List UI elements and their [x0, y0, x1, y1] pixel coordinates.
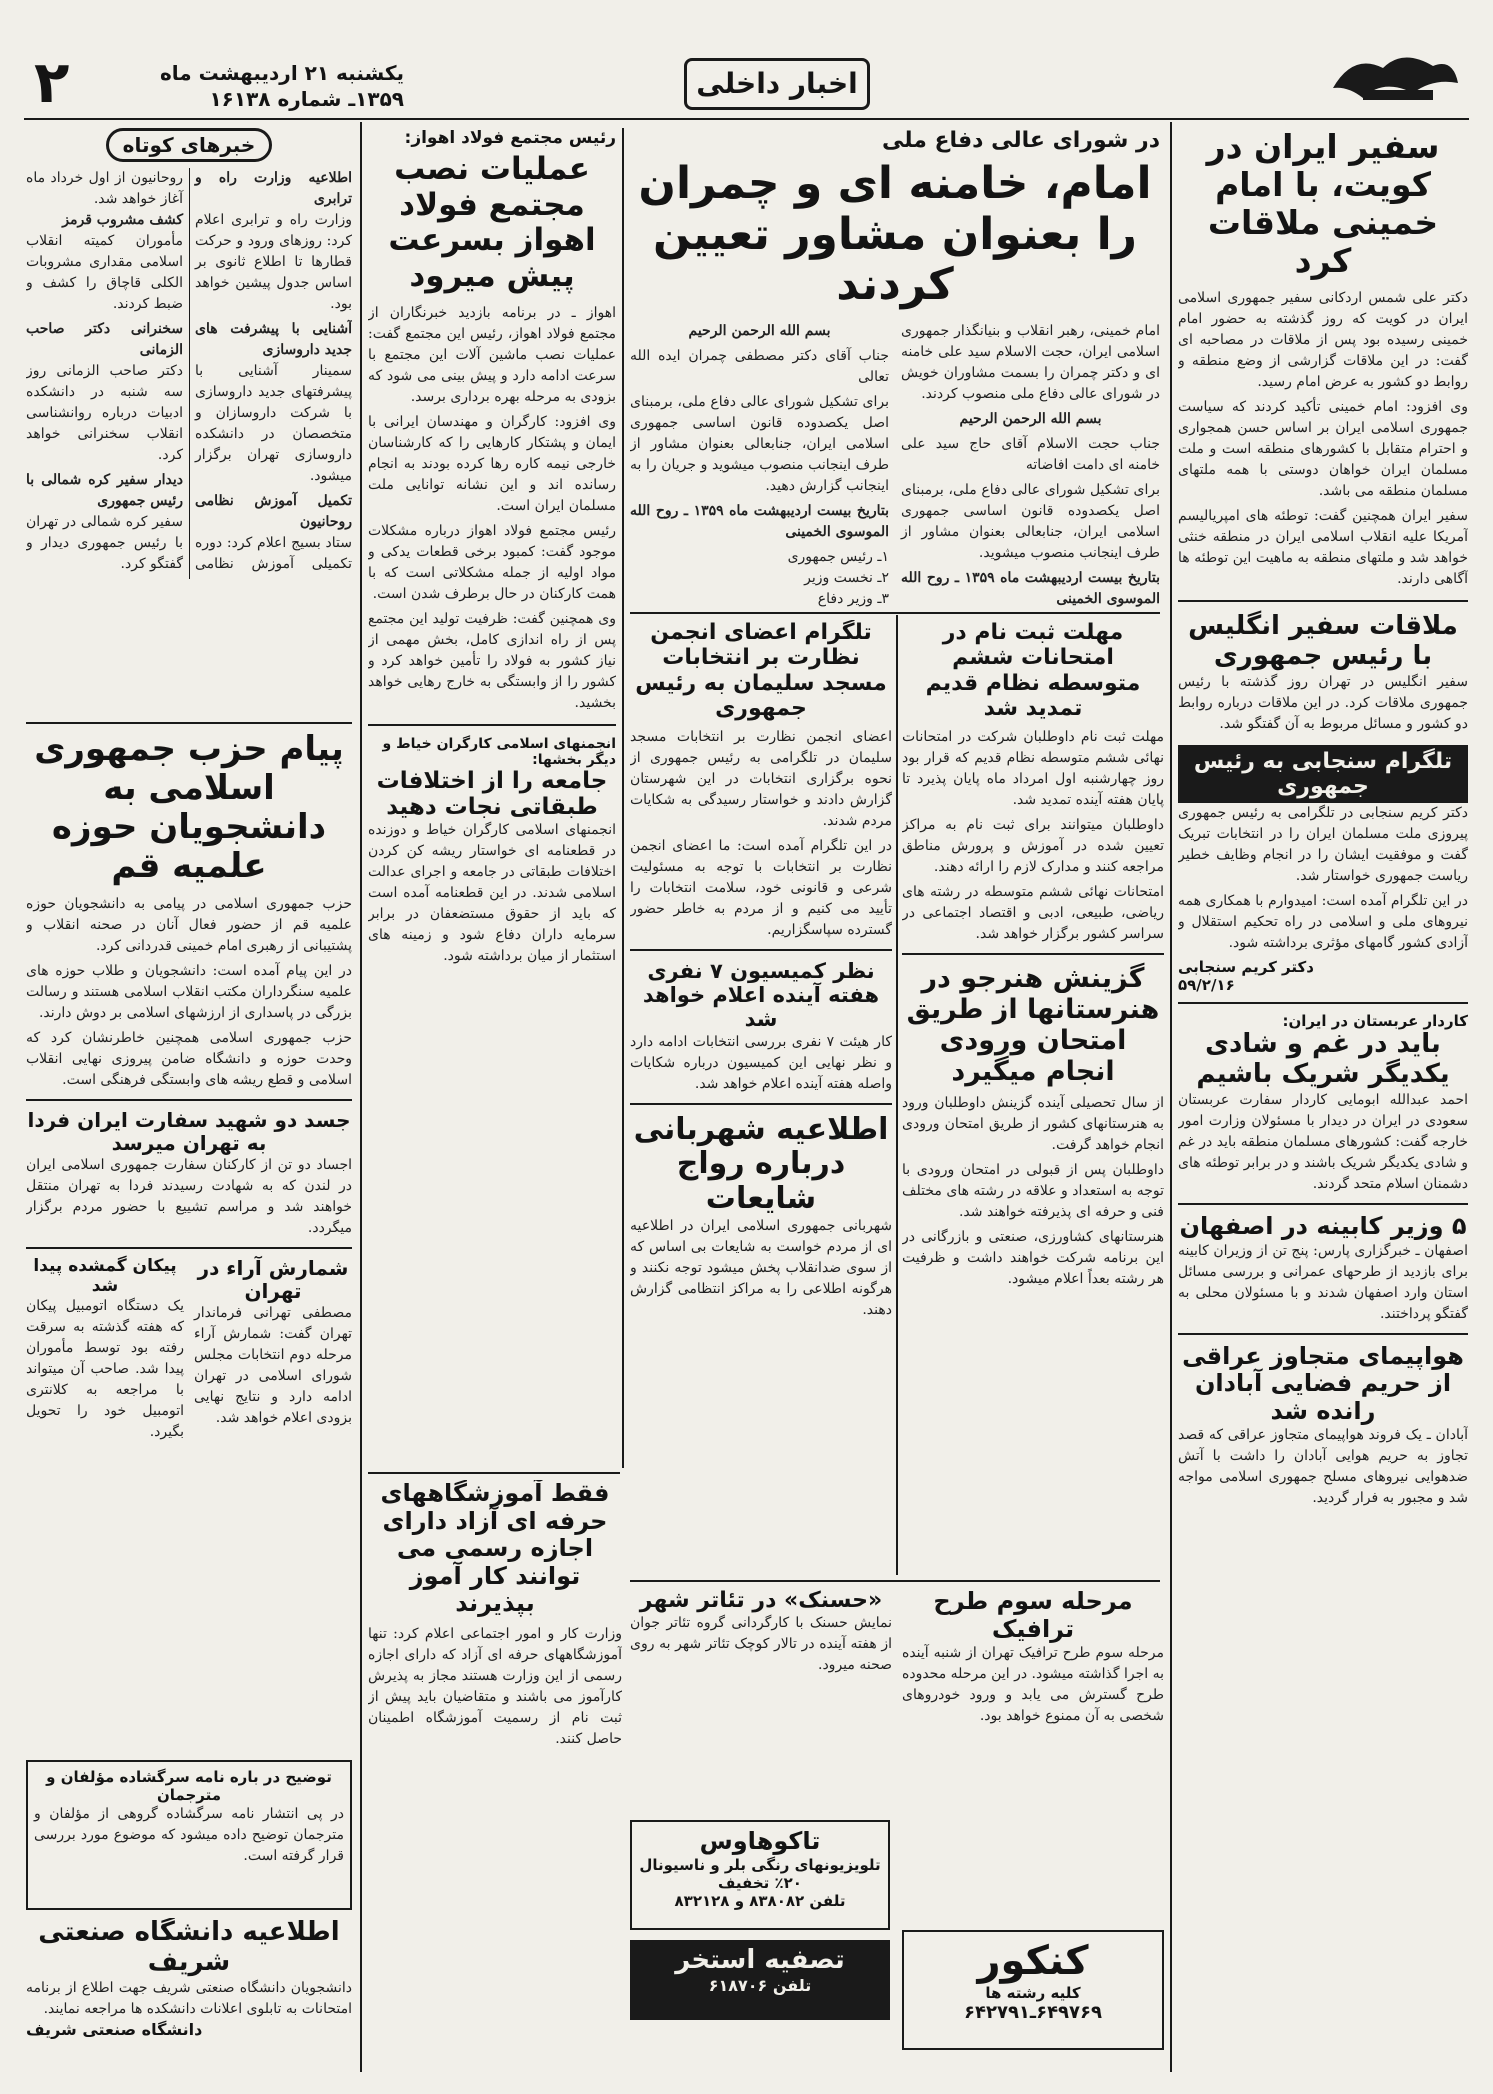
british-envoy-headline: ملاقات سفیر انگلیس با رئیس جمهوری [1188, 610, 1458, 671]
british-envoy-body: سفیر انگلیس در تهران روز گذشته با رئیس جمهوری ملاقات کرد. در این ملاقات درباره روابط دو کشور و مسائل مربوط به آن گفتگو شد. [1178, 673, 1468, 732]
commission-headline: نظر کمیسیون ۷ نفری هفته آینده اعلام خواهد شد [642, 959, 880, 1032]
defense-body-right: امام خمینی، رهبر انقلاب و بنیانگذار جمهوری اسلامی ایران، حجت الاسلام سید علی خامنه ای و دکتر چمران را بسمت مشاوران خویش در شورای عالی دفاع ملی منصوب کردند. بسم الله الرحمن الرحیم جناب حجت الاسلام آقای حاج سید علی خامنه ای دامت افاضاته برای تشکیل شورای عالی دفاع ملی، برمبنای اصل یکصدوده قانون اساسی جمهوری اسلامی ایران، جنابعالی بعنوان مشاور از طرف اینجانب منصوب میشوید. بتاریخ بیست اردیبهشت ماه ۱۳۵۹ ـ روح الله الموسوی الخمینی [901, 322, 1160, 607]
ad-concord-text: کلیه رشته ها [985, 1984, 1081, 2002]
isfahan-body: اصفهان ـ خبرگزاری پارس: پنج تن از وزیران کابینه برای بازدید از طرحهای عمرانی و بررسی مسائل استان وارد اصفهان شدند و با مسئولان محلی به گفتگو پرداختند. [1178, 1242, 1468, 1322]
divider [26, 1099, 352, 1101]
ad-tv [630, 1820, 890, 1930]
notice-sharif [26, 1918, 352, 2058]
vote-count-headline: شمارش آراء در تهران [197, 1256, 349, 1304]
divider [1178, 1203, 1468, 1205]
list-item: اطلاعیه وزارت راه و ترابری وزارت راه و ترابری اعلام کرد: روزهای ورود و حرکت قطارها تا اطلاع ثانوی بر اساس جدول پیشین خواهد بود. [195, 170, 352, 312]
section-rule [630, 612, 1160, 614]
dateline: یکشنبه ۲۱ اردیبهشت ماه ۱۳۵۹ـ شماره ۱۶۱۳۸ [159, 61, 404, 111]
masthead [24, 48, 1469, 118]
article-theatre [630, 1588, 892, 1808]
list-item: دیدار سفیر کره شمالی با رئیس جمهوری سفیر کره شمالی در تهران با رئیس جمهوری دیدار و گفتگو کرد. [26, 472, 183, 572]
saudi-body: احمد عبدالله ابومایی کاردار سفارت عربستان سعودی در ایران در دیدار با مسئولان وزارت امور خارجه گفت: کشورهای مسلمان منطقه باید در غم و شادی یکدیگر شریک باشند و در برابر توطئه های دشمنان اسلام متحد گردند. [1178, 1091, 1468, 1192]
defense-body-left: بسم الله الرحمن الرحیم جناب آقای دکتر مصطفی چمران ایده الله تعالی برای تشکیل شورای عالی دفاع ملی، برمبنای اصل یکصدوده قانون اساسی جمهوری اسلامی ایران، جنابعالی بعنوان مشاور از طرف اینجانب منصوب میشوید و جریان را به اینجانب گزارش دهید. بتاریخ بیست اردیبهشت ماه ۱۳۵۹ ـ روح الله الموسوی الخمینی ۱ـ رئیس جمهوری ۲ـ نخست وزیر ۳ـ وزیر دفاع [630, 321, 889, 608]
martyrs-body: اجساد دو تن از کارکنان سفارت جمهوری اسلامی ایران در لندن که به شهادت رسیدند فردا به تهران منتقل خواهند شد و مراسم تشییع با حضور مردم برگزار میگردد. [26, 1157, 352, 1237]
training-body: وزارت کار و امور اجتماعی اعلام کرد: تنها آموزشگاههای حرفه ای آزاد که دارای اجازه رسمی از این وزارت هستند مجاز به پذیرش کارآموز می باشند و متقاضیان باید پیش از ثبت نام از رسمیت آموزشگاه اطمینان حاصل کنند. [368, 1625, 622, 1747]
iraqi-jet-body: آبادان ـ یک فروند هواپیمای متجاوز عراقی که قصد تجاوز به حریم هوایی آبادان را داشت با آتش ضدهوایی نیروهای مسلح جمهوری اسلامی مواجه شد و مجبور به فرار گردید. [1178, 1427, 1468, 1507]
divider [1178, 1002, 1468, 1004]
masthead-rule [24, 118, 1469, 120]
kuwait-headline: سفیر ایران در کویت، با امام خمینی ملاقات کرد [1206, 128, 1440, 280]
ad-tv-title: تاکوهاوس [699, 1827, 821, 1855]
divider [630, 1103, 892, 1105]
list-item: سخنرانی دکتر صاحب الزمانی دکتر صاحب الزمانی روز سه شنبه در دانشکده ادبیات درباره روانشناسی انقلاب سخنرانی خواهد کرد. [26, 321, 183, 463]
article-ahvaz-steel [368, 128, 616, 1468]
training-headline: فقط آموزشگاههای حرفه ای آزاد دارای اجازه رسمی می توانند کار آموز بپذیرند [380, 1480, 610, 1618]
saudi-headline: باید در غم و شادی یکدیگر شریک باشیم [1196, 1029, 1450, 1090]
ad-pool-title: تصفیه استخر [675, 1945, 845, 1975]
column-kuwait [1178, 128, 1468, 2073]
sanjabi-body: دکتر کریم سنجابی در تلگرامی به رئیس جمهوری پیروزی ملت مسلمان ایران را در انتخابات تبریک گفت و موفقیت ایشان را در انجام وظایف خطیر ریاست جمهوری خواستار شد. در این تلگرام آمده است: امیدوارم با همکاری همه نیروهای ملی و اسلامی در راه تحکیم استقلال و آزادی کشور گامهای مؤثری برداشته شود. [1178, 805, 1468, 952]
short-news-list [26, 168, 352, 579]
column-exams [902, 620, 1164, 1575]
article-traffic [902, 1588, 1164, 1918]
ad-concord-title: کنکور [977, 1938, 1089, 1984]
martyrs-headline: جسد دو شهید سفارت ایران فردا به تهران میرسد [27, 1108, 351, 1156]
notice-translators [26, 1760, 352, 1910]
article-vocational-training [368, 1480, 622, 1900]
exam-headline: مهلت ثبت نام در امتحانات ششم متوسطه نظام قدیم تمدید شد [925, 620, 1141, 721]
theatre-headline: «حسنک» در تئاتر شهر [639, 1588, 883, 1613]
sharif-signature: دانشگاه صنعتی شریف [26, 2019, 203, 2039]
defense-headline: امام، خامنه ای و چمران را بعنوان مشاور تعیین کردند [638, 158, 1152, 311]
article-party-message [26, 730, 352, 1750]
ad-tv-phones: تلفن ۸۳۸۰۸۲ و ۸۳۲۱۲۸ [674, 1891, 846, 1910]
traffic-body: مرحله سوم طرح ترافیک تهران از شنبه آینده به اجرا گذاشته میشود. در این مرحله محدوده طرح گسترش می یابد و ورود خودروهای شخصی به آن ممنوع خواهد بود. [902, 1645, 1164, 1725]
divider [368, 724, 616, 726]
saudi-kicker: کاردار عربستان در ایران: [1282, 1012, 1468, 1031]
column-rule [896, 615, 898, 1575]
article-defense-council [630, 128, 1160, 608]
section-rule [26, 722, 352, 724]
ad-tv-text: تلویزیونهای رنگی بلر و ناسیونال ۲۰٪ تخفیف [639, 1855, 881, 1892]
police-headline: اطلاعیه شهربانی درباره رواج شایعات [633, 1111, 889, 1216]
mosque-body: اعضای انجمن نظارت بر انتخابات مسجد سلیمان در تلگرامی به رئیس جمهوری از نحوه برگزاری انتخابات در این شهرستان گزارش دادند و خواستار رسیدگی به شکایات مردم شدند. در این تلگرام آمده است: ما اعضای انجمن نظارت بر انتخابات با توجه به مسئولیت شرعی و قانونی خود، سلامت انتخابات را تأیید می کنیم و از مردم به خاطر حضور گسترده سپاسگزاریم. [630, 729, 892, 939]
vocational-headline: گزینش هنرجو در هنرستانها از طریق امتحان ورودی انجام میگیرد [906, 963, 1160, 1088]
translators-body: در پی انتشار نامه سرگشاده گروهی از مؤلفان و مترجمان توضیح داده میشود که موضوع مورد بررسی قرار گرفته است. [34, 1806, 344, 1864]
divider [1178, 600, 1468, 602]
traffic-headline: مرحله سوم طرح ترافیک [933, 1588, 1133, 1643]
party-body: حزب جمهوری اسلامی در پیامی به دانشجویان حوزه علمیه قم از حضور فعال آنان در صحنه انقلاب و پشتیبانی از رهبری امام خمینی قدردانی کرد. در این پیام آمده است: دانشجویان و طلاب حوزه های علمیه سنگرداران مکتب انقلاب اسلامی هستند و رسالت بزرگی در پاسداری از ارزشهای اسلامی بر دوش دارند. حزب جمهوری اسلامی همچنین خاطرنشان کرد که وحدت حوزه و دانشگاه ضامن پیروزی نهایی انقلاب اسلامی و قطع ریشه های وابستگی فرهنگی است. [26, 896, 352, 1089]
section-label: اخبار داخلی [684, 58, 870, 110]
sanjabi-headline: تلگرام سنجابی به رئیس جمهوری [1178, 745, 1468, 804]
sanjabi-code: ۵۹/۲/۱۶ [1178, 976, 1235, 995]
column-mosque-soleiman [630, 620, 892, 1575]
column-rule [360, 122, 362, 2072]
ad-pool-phone: تلفن ۶۱۸۷۰۶ [708, 1975, 812, 1995]
workers-body: انجمنهای اسلامی کارگران خیاط و دوزنده در قطعنامه ای خواستار ریشه کن کردن اختلافات طبقاتی در جامعه و اجرای عدالت اسلامی شدند. در این قطعنامه آمده است که باید از حقوق مستضعفان در برابر سرمایه داران دفاع شود و زمینه های استثمار از میان برداشته شود. [368, 822, 616, 965]
paykan-body: یک دستگاه اتومبیل پیکان که هفته گذشته به سرقت رفته بود توسط مأموران پیدا شد. صاحب آن میتواند با مراجعه به کلانتری اتومبیل خود را تحویل بگیرد. [26, 1298, 184, 1441]
column-rule [1170, 122, 1172, 2072]
section-rule [368, 1472, 620, 1474]
ad-pool [630, 1940, 890, 2020]
translators-title: توضیح در باره نامه سرگشاده مؤلفان و مترجمان [46, 1768, 332, 1804]
list-item: کشف مشروب قرمز مأموران کمیته انقلاب اسلامی مقداری مشروبات الکلی قاچاق را کشف و ضبط کردند. [26, 212, 183, 312]
list-item: تکمیل آموزش نظامی روحانیون ستاد بسیج اعلام کرد: دوره تکمیلی آموزش نظامی روحانیون از اول خرداد ماه آغاز خواهد شد. [26, 170, 352, 572]
vote-count-body: مصطفی تهرانی فرماندار تهران گفت: شمارش آراء مرحله دوم انتخابات مجلس شورای اسلامی در تهران ادامه دارد و نتایج نهایی بزودی اعلام خواهد شد. [194, 1305, 352, 1427]
police-body: شهربانی جمهوری اسلامی ایران در اطلاعیه ای از مردم خواست به شایعات بی اساس که از سوی ضدانقلاب پخش میشود توجه نکنند و هرگونه اطلاعی را به مراکز انتظامی گزارش دهند. [630, 1218, 892, 1319]
divider [630, 949, 892, 951]
sharif-body: دانشجویان دانشگاه صنعتی شریف جهت اطلاع از برنامه امتحانات به تابلوی اعلانات دانشکده ها مراجعه نمایند. [26, 1979, 352, 2017]
commission-body: کار هیئت ۷ نفری بررسی انتخابات ادامه دارد و نظر نهایی این کمیسیون درباره شکایات واصله هفته آینده اعلام خواهد شد. [630, 1033, 892, 1092]
vocational-body: از سال تحصیلی آینده گزینش داوطلبان ورود به هنرستانهای کشور از طریق امتحان ورودی انجام خواهد گرفت. داوطلبان پس از قبولی در امتحان ورودی با توجه به استعداد و علاقه در رشته های مختلف فنی و حرفه ای پذیرفته خواهند شد. هنرستانهای کشاورزی، صنعتی و بازرگانی در این برنامه شرکت خواهند داشت و ظرفیت هر رشته بعداً اعلام میشود. [902, 1095, 1164, 1288]
workers-headline: جامعه را از اختلافات طبقاتی نجات دهید [376, 767, 608, 820]
column-short-news [26, 128, 352, 718]
council-members-list: ۱ـ رئیس جمهوری ۲ـ نخست وزیر ۳ـ وزیر دفاع [787, 548, 889, 607]
newspaper-logo-icon [1323, 48, 1463, 108]
ahvaz-headline: عملیات نصب مجتمع فولاد اهواز بسرعت پیش میرود [388, 151, 596, 294]
ahvaz-kicker: رئیس مجتمع فولاد اهواز: [404, 128, 616, 148]
column-rule [622, 128, 624, 1468]
divider [902, 953, 1164, 955]
isfahan-headline: ۵ وزیر کابینه در اصفهان [1179, 1211, 1467, 1240]
kuwait-body: دکتر علی شمس اردکانی سفیر جمهوری اسلامی ایران در کویت که روز گذشته به حضور امام خمینی رسیده بود پس از ملاقات در مصاحبه ای گفت: در این ملاقات گزارشی از وضع منطقه و روابط دو کشور به عرض امام رسید. وی افزود: امام خمینی تأکید کردند که سیاست جمهوری اسلامی ایران بر اساس حسن همجواری و احترام متقابل با کشورهای منطقه است و ملت مسلمان ایران خواهان دوستی با همه ملتهای مسلمان منطقه می باشد. سفیر ایران همچنین گفت: توطئه های امپریالیسم آمریکا علیه انقلاب اسلامی ایران در منطقه خنثی خواهد شد و ملتهای منطقه به ماهیت این توطئه ها آگاهی دارند. [1178, 289, 1468, 587]
ad-concord-phones: ۶۴۹۷۶۹ـ۶۴۲۷۹۱ [964, 2002, 1102, 2023]
exam-body: مهلت ثبت نام داوطلبان شرکت در امتحانات نهائی ششم متوسطه نظام قدیم که قرار بود روز چهارشنبه اول امرداد ماه پایان پذیرد تا پایان هفته آینده تمدید شد. داوطلبان میتوانند برای ثبت نام به مراکز تعیین شده در آموزش و پرورش مناطق مراجعه کنند و مدارک لازم را ارائه دهند. امتحانات نهائی ششم متوسطه در رشته های ریاضی، طبیعی، ادبی و اقتصاد اجتماعی در سراسر کشور برگزار خواهد شد. [902, 729, 1164, 943]
list-item: آشنایی با پیشرفت های جدید داروسازی سمینار آشنایی با پیشرفتهای جدید داروسازی با شرکت داروسازان و متخصصان در دانشکده داروسازی تهران برگزار میشود. [195, 321, 352, 484]
divider [1178, 1333, 1468, 1335]
page-number: ۲ [34, 48, 70, 116]
sanjabi-signature: دکتر کریم سنجابی [1178, 958, 1314, 977]
ad-concord [902, 1930, 1164, 2050]
sharif-title: اطلاعیه دانشگاه صنعتی شریف [38, 1918, 340, 1977]
theatre-body: نمایش حسنک با کارگردانی گروه تئاتر جوان از هفته آینده در تالار کوچک تئاتر شهر به روی صحنه میرود. [630, 1615, 892, 1674]
party-headline: پیام حزب جمهوری اسلامی به دانشجویان حوزه علمیه قم [34, 730, 344, 887]
short-news-label: خبرهای کوتاه [106, 128, 273, 162]
section-rule [630, 1580, 1160, 1582]
mosque-headline: تلگرام اعضای انجمن نظارت بر انتخابات مسجد سلیمان به رئیس جمهوری [635, 620, 887, 721]
iraqi-jet-headline: هواپیمای متجاوز عراقی از حریم فضایی آبادان رانده شد [1182, 1341, 1464, 1425]
divider [26, 1247, 352, 1249]
paykan-headline: پیکان گمشده پیدا شد [33, 1256, 177, 1296]
ahvaz-body: اهواز ـ در برنامه بازدید خبرنگاران از مجتمع فولاد اهواز، رئیس این مجتمع گفت: عملیات نصب ماشین آلات این مجتمع با سرعت ادامه دارد و پیش بینی می شود که بزودی به مرحله بهره برداری برسد. وی افزود: کارگران و مهندسان ایرانی با ایمان و پشتکار کارهایی را که کارشناسان خارجی نیمه کاره رها کرده بودند به انجام رسانده اند و این نشانه توانایی ملت مسلمان ایران است. رئیس مجتمع فولاد اهواز درباره مشکلات موجود گفت: کمبود برخی قطعات یدکی و مواد اولیه از جمله مشکلاتی است که با همت کارکنان در حال برطرف شدن است. وی همچنین گفت: ظرفیت تولید این مجتمع پس از راه اندازی کامل، بخش مهمی از نیاز کشور به فولاد را تأمین خواهد کرد و کشور را از وابستگی به خارج رهایی خواهد بخشید. [368, 304, 616, 711]
defense-kicker: در شورای عالی دفاع ملی [881, 128, 1160, 153]
workers-kicker: انجمنهای اسلامی کارگران خیاط و دیگر بخشها: [382, 735, 616, 768]
